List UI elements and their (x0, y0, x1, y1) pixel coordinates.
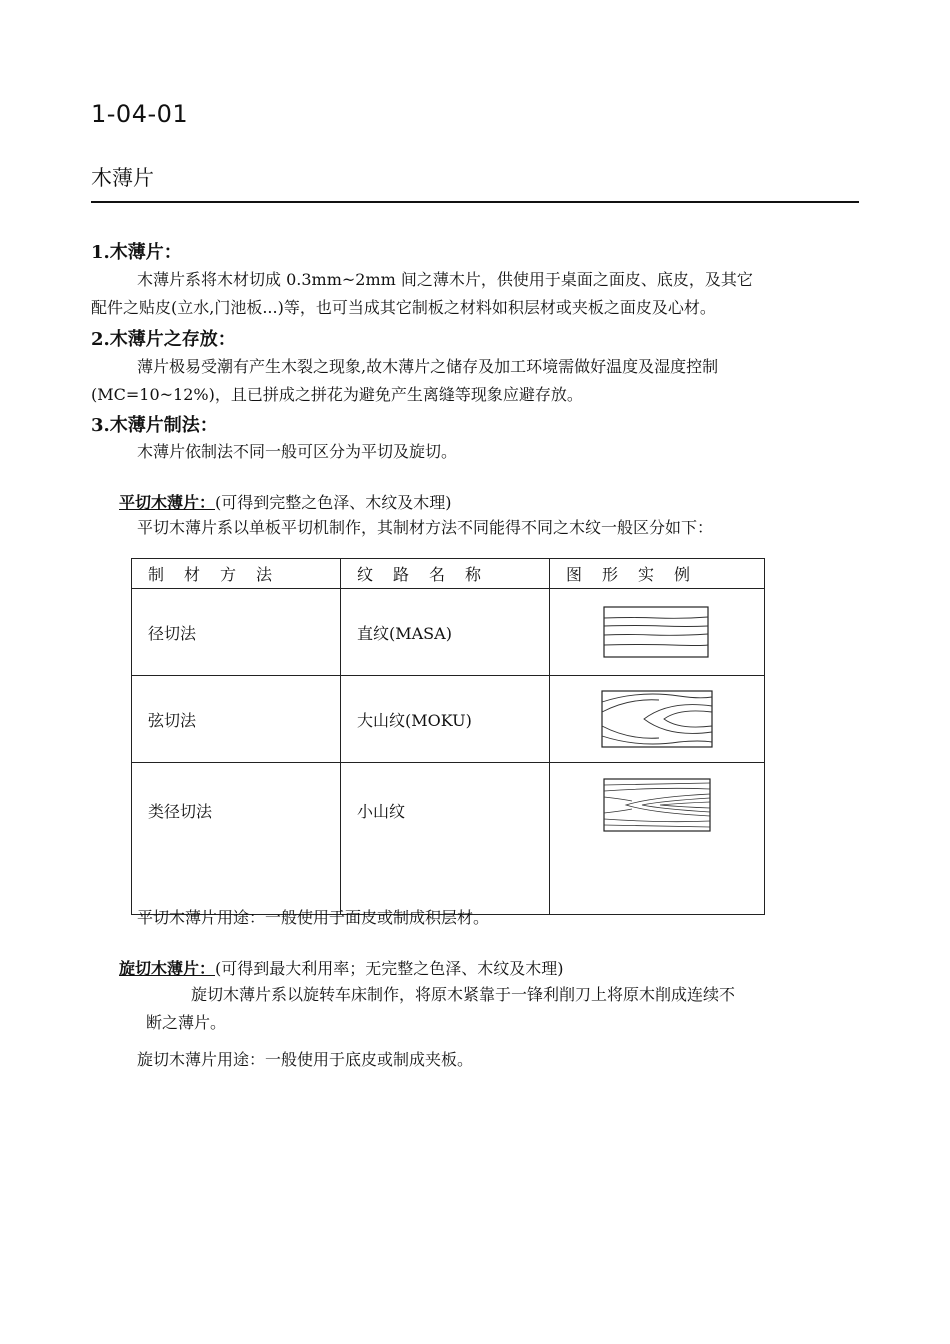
flat-cut-description: 平切木薄片系以单板平切机制作，其制材方法不同能得不同之木纹一般区分如下： (137, 518, 714, 537)
section2-heading: 2.木薄片之存放： (91, 329, 236, 350)
section1-line1: 木薄片系将木材切成 0.3mm~2mm 间之薄木片，供使用于桌面之面皮、底皮，及其它 (137, 270, 753, 289)
flat-cut-subheading (119, 490, 452, 513)
section1-line2: 配件之贴皮(立水,门池板...)等，也可当成其它制板之材料如积层材或夹板之面皮及心材。 (91, 298, 716, 317)
header-figure: 图形实例 (550, 559, 765, 589)
row-figure (550, 763, 765, 915)
rotary-cut-note: (可得到最大利用率；无完整之色泽、木纹及木理) (215, 959, 564, 978)
rotary-cut-title: 旋切木薄片： (119, 959, 216, 978)
row-grain: 小山纹 (341, 763, 550, 915)
row-method: 径切法 (132, 589, 341, 676)
header-grain: 纹路名称 (341, 559, 550, 589)
small-mountain-grain-icon (602, 777, 712, 833)
rotary-cut-desc-line2: 断之薄片。 (146, 1013, 227, 1032)
title-divider (91, 201, 859, 203)
flat-cut-usage: 平切木薄片用途：一般使用于面皮或制成积层材。 (137, 908, 490, 927)
document-title: 木薄片 (91, 166, 154, 190)
header-method: 制材方法 (132, 559, 341, 589)
section3-heading: 3.木薄片制法： (91, 415, 218, 436)
straight-grain-icon (602, 604, 712, 660)
rotary-cut-subheading (119, 956, 564, 979)
section3-line1: 木薄片依制法不同一般可区分为平切及旋切。 (137, 442, 458, 461)
cutting-methods-table (131, 558, 765, 915)
row-figure (550, 589, 765, 676)
row-figure (550, 676, 765, 763)
section2-line2: (MC=10~12%)，且已拼成之拼花为避免产生离缝等现象应避存放。 (91, 385, 583, 404)
table-row (132, 589, 765, 676)
document-id: 1-04-01 (91, 100, 189, 128)
row-grain: 大山纹(MOKU) (341, 676, 550, 763)
section2-line1: 薄片极易受潮有产生木裂之现象,故木薄片之储存及加工环境需做好温度及湿度控制 (137, 357, 719, 376)
table-row (132, 676, 765, 763)
rotary-cut-usage: 旋切木薄片用途：一般使用于底皮或制成夹板。 (137, 1050, 474, 1069)
row-method: 弦切法 (132, 676, 341, 763)
row-method: 类径切法 (132, 763, 341, 915)
table-row (132, 763, 765, 915)
section1-heading: 1.木薄片： (91, 242, 182, 263)
mountain-grain-icon (599, 688, 715, 750)
row-grain: 直纹(MASA) (341, 589, 550, 676)
flat-cut-title: 平切木薄片： (119, 493, 216, 512)
flat-cut-note: (可得到完整之色泽、木纹及木理) (215, 493, 452, 512)
rotary-cut-desc-line1: 旋切木薄片系以旋转车床制作，将原木紧靠于一锋利削刀上将原木削成连续不 (191, 985, 736, 1004)
table-header-row (132, 559, 765, 589)
